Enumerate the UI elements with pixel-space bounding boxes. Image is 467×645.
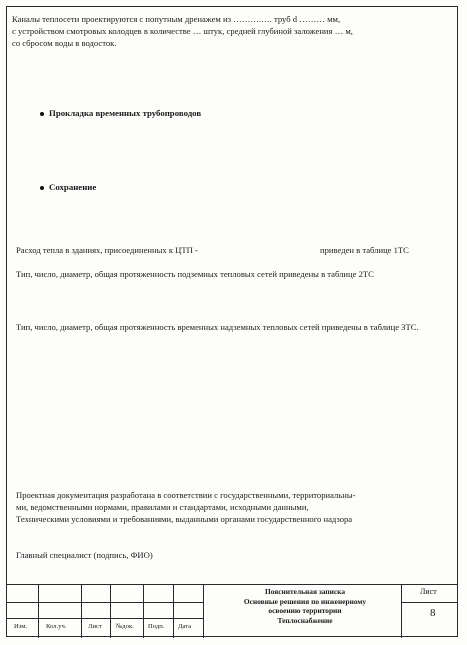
heat-consumption-text: Расход тепла в зданиях, присоединенных к ЦТП -: [16, 245, 198, 255]
stamp-sheet-label: Лист: [420, 587, 437, 596]
title-block-stamp: [6, 584, 458, 637]
bullet-label: Прокладка временных трубопроводов: [49, 108, 202, 118]
stamp-col-line: [173, 585, 174, 638]
bullet-label: Сохранение: [49, 182, 97, 192]
bullet-preservation: [40, 182, 96, 192]
stamp-document-title: [209, 587, 401, 625]
stamp-sheet-number: 8: [430, 607, 436, 619]
heat-consumption-table-ref: приведен в таблице 1ТС: [320, 245, 409, 255]
stamp-col-line: [203, 585, 204, 638]
stamp-col-sheet: Лист: [88, 623, 102, 630]
drainage-line-1: Каналы теплосети проектируются с попутным дренажем из ……….…. труб d ……… мм,: [12, 14, 341, 24]
bullet-icon: [40, 186, 44, 190]
compliance-line-3: Техническими условиями и требованиями, выданными органами государственного надзора: [16, 514, 353, 524]
compliance-line-1: Проектная документация разработана в соответствии с государственными, территориальны-: [16, 490, 356, 500]
stamp-col-line: [110, 585, 111, 638]
stamp-col-quantity: Кол.уч.: [46, 623, 67, 630]
bullet-icon: [40, 112, 44, 116]
drainage-line-3: со сбросом воды в водосток.: [12, 38, 117, 48]
compliance-line-2: ми, ведомственными нормами, правилами и стандартами, исходными данными,: [16, 502, 309, 512]
stamp-col-line: [143, 585, 144, 638]
stamp-title-line: Основные решения по инженерному: [243, 596, 367, 606]
stamp-title-line: Пояснительная записка: [264, 587, 346, 596]
stamp-col-line: [38, 585, 39, 638]
stamp-col-doc-number: №док.: [116, 623, 134, 630]
chief-specialist-signature: Главный специалист (подпись, ФИО): [16, 550, 153, 560]
stamp-col-revision: Изм.: [14, 623, 28, 630]
underground-networks-text: Тип, число, диаметр, общая протяженность подземных тепловых сетей приведены в таблице 2ТС: [16, 269, 374, 279]
stamp-row-line: [401, 602, 458, 603]
stamp-col-date: Дата: [178, 623, 192, 630]
stamp-col-signature: Подп.: [148, 623, 165, 630]
aboveground-networks-text: Тип, число, диаметр, общая протяженность временных надземных тепловых сетей приведены в таблице 3ТС.: [16, 322, 419, 332]
stamp-title-line: Теплоснабжение: [277, 615, 333, 625]
stamp-col-line: [401, 585, 402, 638]
drainage-line-2: с устройством смотровых колодцев в количестве … штук, средней глубиной заложения … м,: [12, 26, 353, 36]
stamp-title-line: освоению территории: [268, 606, 342, 615]
bullet-temporary-pipelines: [40, 108, 201, 118]
stamp-col-line: [81, 585, 82, 638]
